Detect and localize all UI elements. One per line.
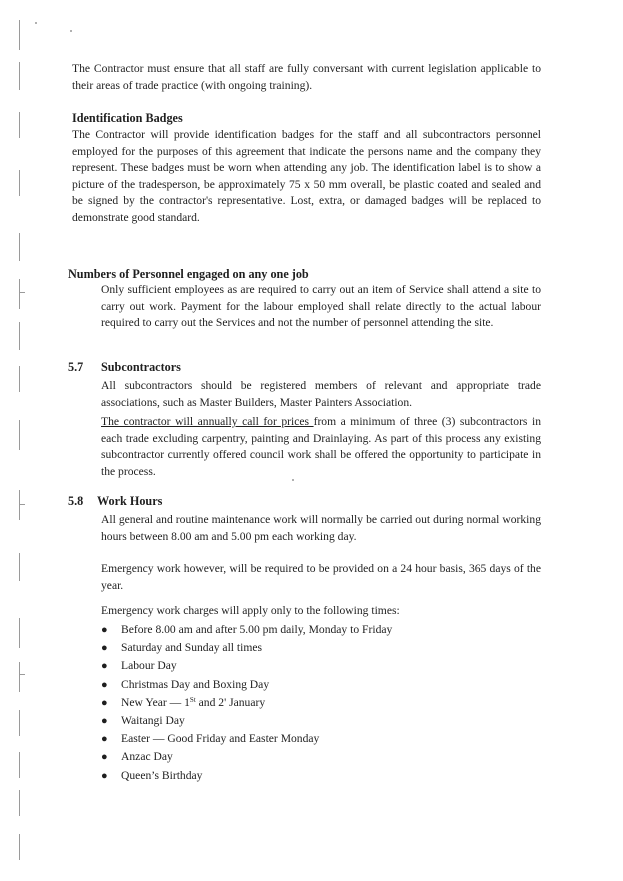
bullet-icon: ● xyxy=(101,733,108,746)
subcontractors-paragraph-2 xyxy=(101,414,541,480)
annual-prices-underlined: The contractor will annually call for prices xyxy=(101,415,314,428)
subcontractors-paragraph-2-rest: from a minimum of three (3) subcontractors in each trade excluding carpentry, painting and Drainlaying. As part of this process any existing subcontractor currently offered council work shall be offered the opportunity to participate in the process. xyxy=(101,415,541,478)
bullet-icon: ● xyxy=(101,624,108,636)
list-item: ● Anzac Day xyxy=(101,748,392,766)
emergency-times-list xyxy=(101,621,392,785)
list-item: ● Before 8.00 am and after 5.00 pm daily, Monday to Friday xyxy=(101,621,392,639)
bullet-icon: ● xyxy=(101,751,108,764)
section-number-5-8: 5.8 xyxy=(68,494,84,508)
list-item: ● Easter — Good Friday and Easter Monday xyxy=(101,730,392,748)
personnel-paragraph: Only sufficient employees as are required to carry out an item of Service shall attend a site to carry out work. Payment for the labour employed shall relate directly to the actual labour required to carry out the Services and not the number of personnel attending the site. xyxy=(101,283,541,329)
work-hours-heading: Work Hours xyxy=(97,494,163,508)
work-hours-paragraph-3: Emergency work charges will apply only to the following times: xyxy=(101,604,400,617)
bullet-icon: ● xyxy=(101,696,108,709)
work-hours-paragraph-2: Emergency work however, will be required to be provided on a 24 hour basis, 365 days of the year. xyxy=(101,562,541,592)
intro-paragraph: The Contractor must ensure that all staff are fully conversant with current legislation applicable to their areas of trade practice (with ongoing training). xyxy=(72,62,541,92)
bullet-icon: ● xyxy=(101,714,108,727)
list-item: ● Waitangi Day xyxy=(101,712,392,730)
bullet-icon: ● xyxy=(101,769,108,782)
list-item: ● Queen’s Birthday xyxy=(101,767,392,785)
list-item: ● New Year — 1St and 2' January xyxy=(101,694,392,712)
work-hours-paragraph-1: All general and routine maintenance work will normally be carried out during normal working hours between 8.00 am and 5.00 pm each working day. xyxy=(101,513,541,543)
subcontractors-paragraph-1: All subcontractors should be registered members of relevant and appropriate trade associations, such as Master Builders, Master Painters Association. xyxy=(101,379,541,409)
list-item: ● Christmas Day and Boxing Day xyxy=(101,676,392,694)
badges-paragraph: The Contractor will provide identification badges for the staff and all subcontractors personnel employed for the purposes of this agreement that indicate the persons name and the company they represent. These badges must be worn when attending any job. The identification label is to show a picture of the tradesperson, be approximately 75 x 50 mm overall, be plastic coated and sealed and be signed by the contractor's representative. Lost, extra, or damaged badges will be replaced to demonstrate good standard. xyxy=(72,128,541,224)
subcontractors-heading: Subcontractors xyxy=(101,360,181,374)
bullet-icon: ● xyxy=(101,642,108,655)
personnel-heading: Numbers of Personnel engaged on any one job xyxy=(68,267,309,281)
list-item: ● Labour Day xyxy=(101,657,392,675)
list-item: ● Saturday and Sunday all times xyxy=(101,639,392,657)
badges-heading: Identification Badges xyxy=(72,111,183,125)
section-number-5-7: 5.7 xyxy=(68,360,84,374)
bullet-icon: ● xyxy=(101,660,108,673)
bullet-icon: ● xyxy=(101,678,108,691)
